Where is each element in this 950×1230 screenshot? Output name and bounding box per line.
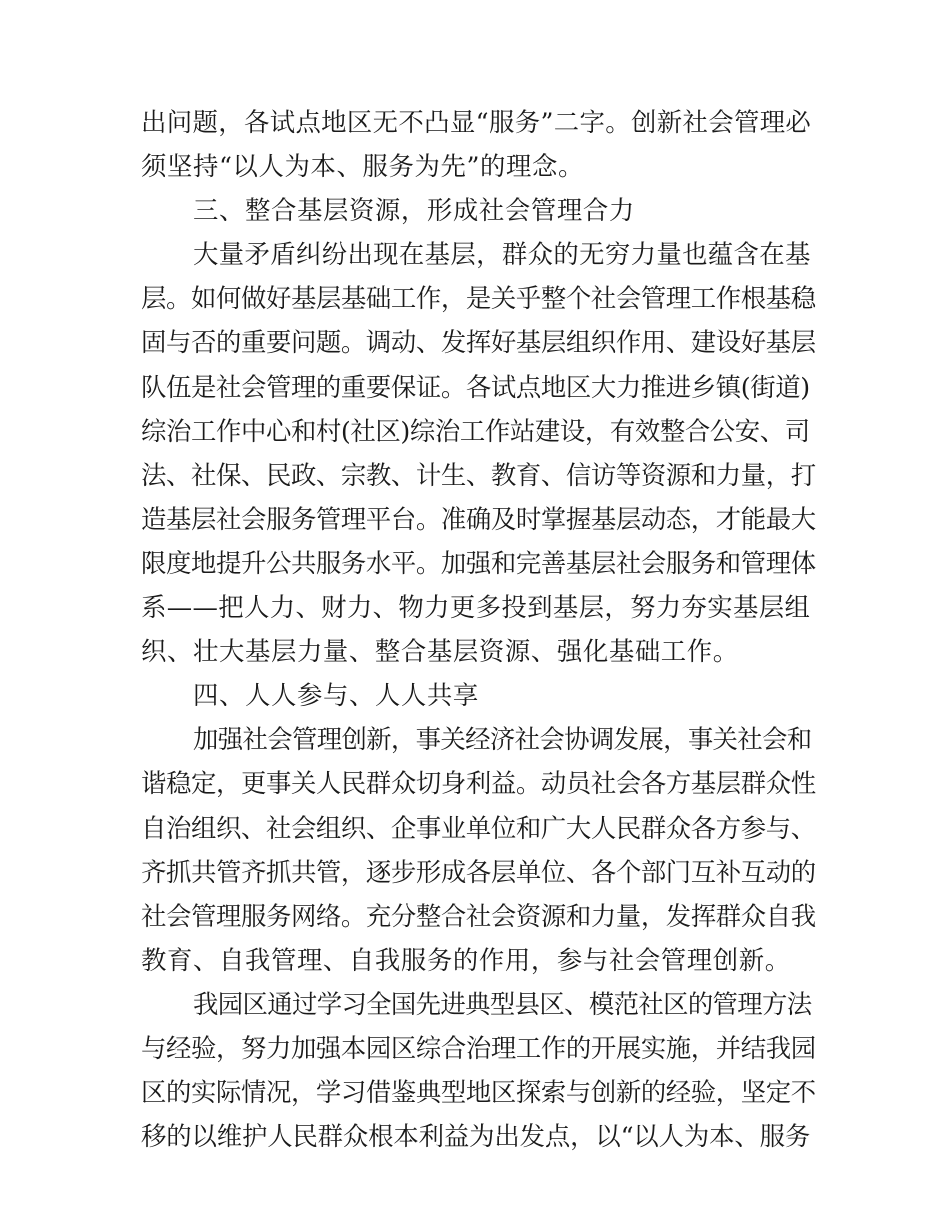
- text-line: 加强社会管理创新，事关经济社会协调发展，事关社会和: [193, 724, 812, 755]
- text-line: 教育、自我管理、自我服务的作用，参与社会管理创新。: [141, 944, 791, 975]
- text-line: 我园区通过学习全国先进典型县区、模范社区的管理方法: [193, 988, 812, 1019]
- text-line: 社会管理服务网络。充分整合社会资源和力量，发挥群众自我: [141, 900, 816, 931]
- text-line: 齐抓共管齐抓共管，逐步形成各层单位、各个部门互补互动的: [141, 856, 816, 887]
- text-line: 织、壮大基层力量、整合基层资源、强化基础工作。: [141, 636, 739, 667]
- text-line: 固与否的重要问题。调动、发挥好基层组织作用、建设好基层: [141, 327, 816, 358]
- text-line: 出问题，各试点地区无不凸显“服务”二字。创新社会管理必: [141, 107, 812, 137]
- text-line: 造基层社会服务管理平台。准确及时掌握基层动态，才能最大: [141, 503, 816, 534]
- text-line: 法、社保、民政、宗教、计生、教育、信访等资源和力量，打: [141, 459, 816, 490]
- text-line: 限度地提升公共服务水平。加强和完善基层社会服务和管理体: [141, 547, 816, 578]
- text-line: 谐稳定，更事关人民群众切身利益。动员社会各方基层群众性: [141, 768, 816, 799]
- document-body: [141, 100, 816, 1158]
- text-line: 须坚持“以人为本、服务为先”的理念。: [141, 151, 585, 182]
- text-line: 与经验，努力加强本园区综合治理工作的开展实施，并结我园: [141, 1032, 816, 1063]
- text-line: 区的实际情况，学习借鉴典型地区探索与创新的经验，坚定不: [141, 1077, 816, 1108]
- section-heading: 四、人人参与、人人共享: [193, 680, 479, 711]
- text-line: 自治组织、社会组织、企事业单位和广大人民群众各方参与、: [141, 812, 816, 843]
- text-line: 大量矛盾纠纷出现在基层，群众的无穷力量也蕴含在基: [193, 239, 811, 270]
- text-line: 综治工作中心和村(社区)综治工作站建设，有效整合公安、司: [141, 415, 810, 446]
- section-heading: 三、整合基层资源，形成社会管理合力: [193, 195, 635, 226]
- text-line: 系——把人力、财力、物力更多投到基层，努力夯实基层组: [141, 592, 811, 623]
- text-line: 层。如何做好基层基础工作，是关乎整个社会管理工作根基稳: [141, 283, 816, 314]
- text-line: 队伍是社会管理的重要保证。各试点地区大力推进乡镇(街道): [141, 371, 810, 402]
- text-line: 移的以维护人民群众根本利益为出发点，以“以人为本、服务: [141, 1121, 811, 1152]
